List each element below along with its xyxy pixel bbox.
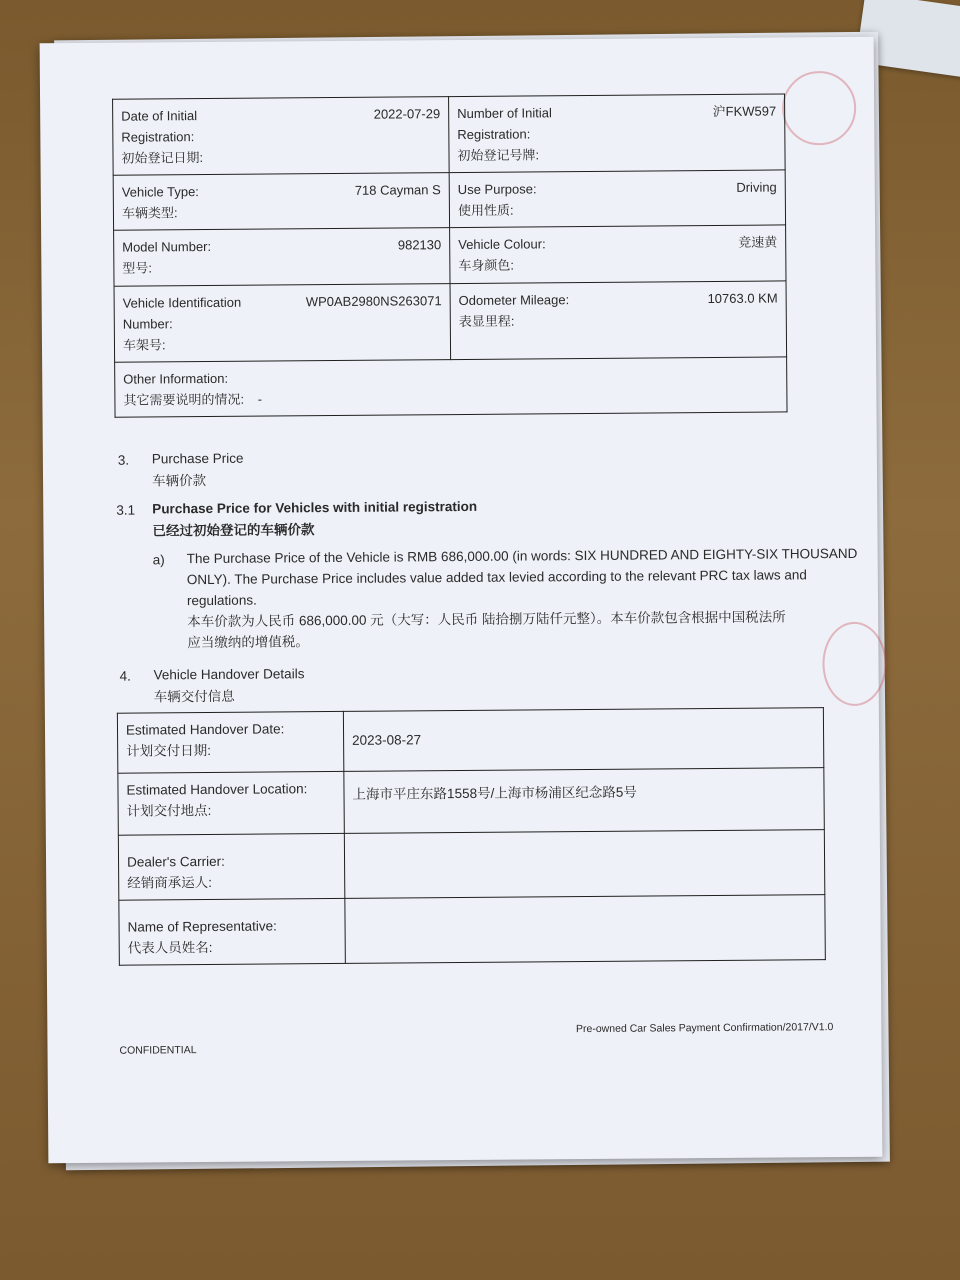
purchase-price-line-2: ONLY). The Purchase Price includes value added tax levied according to the relevant PRC tax laws and <box>186 567 807 588</box>
vin-value: WP0AB2980NS263071 <box>305 293 442 310</box>
vehicle-type-label-zh: 车辆类型: <box>121 205 178 221</box>
use-purpose-cell <box>449 170 785 228</box>
red-seal-stamp-top <box>782 71 857 146</box>
representative-label-cell <box>119 898 346 965</box>
initial-registration-date-cell <box>113 97 450 176</box>
section-3-title-zh: 车辆价款 <box>151 472 207 489</box>
vin-label-en: Vehicle Identification <box>122 294 242 311</box>
section-4-heading <box>153 663 304 708</box>
handover-location-label-cell <box>118 771 344 835</box>
model-number-value: 982130 <box>397 237 442 253</box>
use-purpose-value: Driving <box>736 179 777 195</box>
handover-location-label-zh: 计划交付地点: <box>126 802 212 819</box>
initial-registration-number-cell <box>449 94 786 173</box>
initial-registration-number-value: 沪FKW597 <box>712 103 777 120</box>
handover-location-value-cell <box>344 768 824 834</box>
section-3-1-title-zh: 已经过初始登记的车辆价款 <box>152 522 315 539</box>
section-4-title-zh: 车辆交付信息 <box>153 688 235 705</box>
vin-label-en-2: Number: <box>122 316 173 332</box>
representative-value-cell <box>345 895 825 964</box>
dealer-carrier-label-cell <box>118 833 345 900</box>
purchase-price-line-5-zh: 应当缴纳的增值税。 <box>187 634 309 651</box>
section-4-number: 4. <box>119 668 131 684</box>
vehicle-colour-cell <box>450 225 786 284</box>
initial-registration-number-label-en: Number of Initial <box>457 105 552 122</box>
use-purpose-label-en: Use Purpose: <box>457 181 537 198</box>
vehicle-type-value: 718 Cayman S <box>354 182 441 198</box>
document-page <box>40 37 883 1164</box>
purchase-price-line-3: regulations. <box>186 592 257 609</box>
initial-registration-date-label-zh: 初始登记日期: <box>121 150 204 166</box>
section-3-number: 3. <box>117 452 130 468</box>
vin-cell <box>114 284 451 363</box>
vehicle-colour-label-zh: 车身颜色: <box>458 257 515 274</box>
handover-location-value: 上海市平庄东路1558号/上海市杨浦区纪念路5号 <box>352 784 637 802</box>
vin-label-zh: 车架号: <box>122 337 166 353</box>
other-information-cell <box>115 357 787 417</box>
representative-label-en: Name of Representative: <box>127 918 277 935</box>
odometer-value: 10763.0 KM <box>707 290 778 307</box>
model-number-label-en: Model Number: <box>122 238 212 255</box>
vehicle-colour-label-en: Vehicle Colour: <box>458 236 546 253</box>
initial-registration-date-label-en: Date of Initial <box>121 108 198 124</box>
odometer-cell <box>450 281 787 360</box>
other-information-value: - <box>257 391 263 407</box>
purchase-price-line-4-zh: 本车价款为人民币 686,000.00 元（大写：人民币 陆拾捌万陆仟元整）。本车价款包含根据中国税法所 <box>187 609 786 630</box>
initial-registration-number-label-zh: 初始登记号牌: <box>457 147 540 164</box>
section-3-1-title-en: Purchase Price for Vehicles with initial registration <box>152 498 478 517</box>
representative-label-zh: 代表人员姓名: <box>127 939 213 956</box>
odometer-label-en: Odometer Mileage: <box>458 292 570 309</box>
vehicle-type-label-en: Vehicle Type: <box>121 184 199 200</box>
vehicle-type-cell <box>113 173 449 231</box>
purchase-price-paragraph <box>186 543 858 653</box>
dealer-carrier-value-cell <box>344 830 824 899</box>
initial-registration-date-label-en-2: Registration: <box>121 129 195 145</box>
section-4-title-en: Vehicle Handover Details <box>153 666 305 683</box>
vehicle-colour-value: 竞速黄 <box>738 234 778 250</box>
item-a-marker: a) <box>152 552 165 568</box>
vehicle-info-table <box>112 93 787 417</box>
handover-table <box>117 707 826 966</box>
handover-date-label-en: Estimated Handover Date: <box>125 721 285 738</box>
section-3-title-en: Purchase Price <box>151 450 244 467</box>
handover-date-value: 2023-08-27 <box>352 732 422 748</box>
section-3-1-heading <box>152 496 477 543</box>
other-information-label-zh: 其它需要说明的情况: <box>123 391 245 408</box>
handover-date-label-cell <box>117 711 343 773</box>
initial-registration-number-label-en-2: Registration: <box>457 126 531 143</box>
purchase-price-line-1: The Purchase Price of the Vehicle is RMB 686,000.00 (in words: SIX HUNDRED AND EIGHTY-SIX THOUSAND <box>186 545 858 567</box>
dealer-carrier-label-en: Dealer's Carrier: <box>126 853 225 870</box>
document-reference: Pre-owned Car Sales Payment Confirmation/2017/V1.0 <box>575 1021 834 1036</box>
initial-registration-date-value: 2022-07-29 <box>373 106 441 122</box>
section-3-heading <box>152 448 244 493</box>
handover-date-value-cell <box>343 708 823 772</box>
section-3-1-number: 3.1 <box>116 502 136 518</box>
red-seal-stamp-middle <box>822 622 887 707</box>
dealer-carrier-label-zh: 经销商承运人: <box>127 874 213 891</box>
handover-date-label-zh: 计划交付日期: <box>126 742 211 759</box>
odometer-label-zh: 表显里程: <box>458 313 515 330</box>
confidential-label: CONFIDENTIAL <box>119 1044 197 1057</box>
handover-location-label-en: Estimated Handover Location: <box>126 781 308 798</box>
use-purpose-label-zh: 使用性质: <box>457 202 514 219</box>
model-number-cell <box>114 228 450 287</box>
other-information-label-en: Other Information: <box>123 370 229 387</box>
model-number-label-zh: 型号: <box>122 260 153 276</box>
